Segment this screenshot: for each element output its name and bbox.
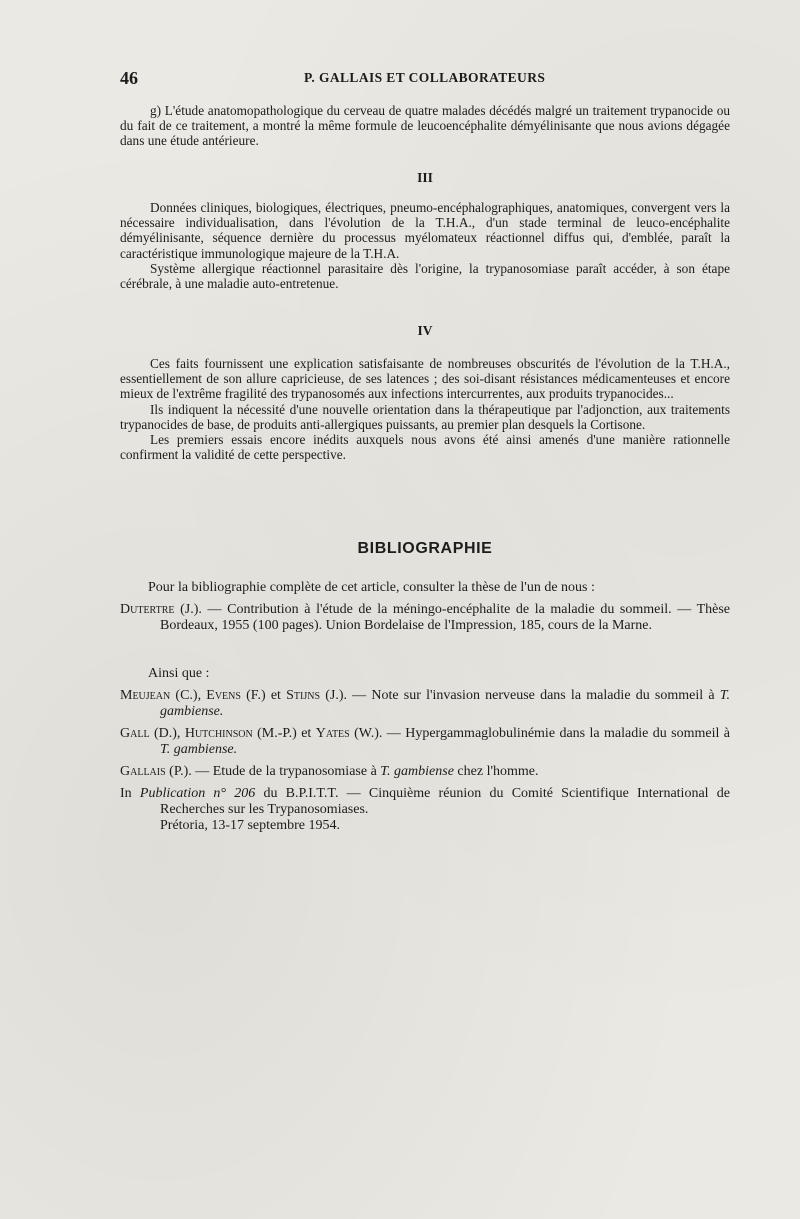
section-heading-iii: III xyxy=(417,170,433,185)
also-label-block xyxy=(120,666,730,682)
bibliography-entry-meujean xyxy=(120,688,730,720)
paragraph-g-text: g) L'étude anatomopathologique du cerveau de quatre malades décédés malgré un traitement trypanocide ou du fait de ce traitement, a montré la même formule de leucoencéphalite démyélinisante que nous avions dégagée dans une étude antérieure. xyxy=(120,103,730,149)
author-1: Gallais xyxy=(120,764,166,779)
entry-author: Dutertre xyxy=(120,602,175,617)
running-title: P. GALLAIS ET COLLABORATEURS xyxy=(304,70,546,85)
entry-place-date: Prétoria, 13-17 septembre 1954. xyxy=(160,818,341,833)
entry-text xyxy=(120,602,730,634)
author-1: Gall xyxy=(120,726,150,741)
bibliography-intro: Pour la bibliographie complète de cet article, consulter la thèse de l'un de nous : xyxy=(148,580,595,595)
author-3: Yates xyxy=(315,726,350,741)
section-iv-paragraph-1: Ces faits fournissent une explication satisfaisante de nombreuses obscurités de l'évolution de la T.H.A., essentiellement de son allure capricieuse, de ses latences ; des soi-disant résistances médicamenteuses et encore mieux de l'extrême fragilité des trypanosomés aux infections intercurrentes, aux produits trypanocides... xyxy=(120,356,730,402)
entry-species: T. gambiense. xyxy=(160,688,730,719)
entry-body: du B.P.I.T.T. — Cinquième réunion du Comité Scientifique International de Recherches sur les Trypanosomiases. xyxy=(160,786,730,817)
entry-tail: chez l'homme. xyxy=(453,764,539,779)
entry-body: — Contribution à l'étude de la méningo-encéphalite de la maladie du sommeil. — Thèse Bordeaux, 1955 (100 pages). Union Bordelaise de l'Impression, 185, cours de la Marne. xyxy=(160,602,731,633)
entry-species: T. gambiense xyxy=(380,764,454,779)
bibliography-entry-dutertre xyxy=(120,602,730,634)
entry-title: (W.). — Hypergammaglobulinémie dans la maladie du sommeil à xyxy=(349,726,730,741)
section-heading-iv: IV xyxy=(417,323,433,338)
author-2: Hutchinson xyxy=(184,726,253,741)
entry-initials: (J.). xyxy=(180,602,202,617)
author-1: Meujean xyxy=(120,688,171,703)
section-iv-paragraph-2: Ils indiquent la nécessité d'une nouvelle orientation dans la thérapeutique par l'adjonction, aux traitements trypanocides de base, de produits anti-allergiques puissants, au premier plan desquels la Cortisone. xyxy=(120,401,730,432)
page-header xyxy=(120,68,730,88)
entry-text xyxy=(120,786,730,834)
also-label: Ainsi que : xyxy=(148,666,210,681)
paragraph-g xyxy=(120,103,730,149)
entry-title: (J.). — Note sur l'invasion nerveuse dans la maladie du sommeil à xyxy=(320,688,720,703)
entry-text xyxy=(120,688,730,720)
author-3: Stijns xyxy=(286,688,321,703)
entry-text xyxy=(120,726,730,758)
bibliography-entry-gallais xyxy=(120,764,730,780)
entry-title: (P.). — Etude de la trypanosomiase à xyxy=(165,764,381,779)
bibliography-entry-gall xyxy=(120,726,730,758)
section-iv-paragraph-3: Les premiers essais encore inédits auxquels nous avons été ainsi amenés d'une manière rationnelle confirment la validité de cette perspective. xyxy=(120,432,730,463)
bibliography-intro-block xyxy=(120,580,730,596)
author-sep-2: (M.-P.) et xyxy=(252,726,316,741)
section-iii-body xyxy=(120,200,730,291)
author-sep-1: (C.), xyxy=(170,688,207,703)
author-2: Evens xyxy=(206,688,241,703)
author-sep-2: (F.) et xyxy=(240,688,287,703)
entry-text xyxy=(120,764,730,780)
bibliography-heading: BIBLIOGRAPHIE xyxy=(357,540,493,557)
entry-species: T. gambiense. xyxy=(160,742,238,757)
page-number: 46 xyxy=(120,68,138,88)
author-sep-1: (D.), xyxy=(149,726,185,741)
section-iv-body xyxy=(120,356,730,462)
bibliography-entry-publication xyxy=(120,786,730,834)
entry-publication: Publication n° 206 xyxy=(139,786,256,801)
section-iii-paragraph-2: Système allergique réactionnel parasitaire dès l'origine, la trypanosomiase paraît accéder, à son étape cérébrale, à une maladie auto-entretenue. xyxy=(120,260,730,292)
section-iii-paragraph-1: Données cliniques, biologiques, électriques, pneumo-encéphalographiques, anatomiques, convergent vers la nécessaire individualisation, dans l'évolution de la T.H.A., d'un stade terminal de leuco-encéphalite démyélinisante, séquence dernière du processus myélomateux réactionnel diffus qui, d'emblée, paraît la caractéristique immunologique majeure de la T.H.A. xyxy=(120,200,730,261)
entry-prefix: In xyxy=(120,786,140,801)
